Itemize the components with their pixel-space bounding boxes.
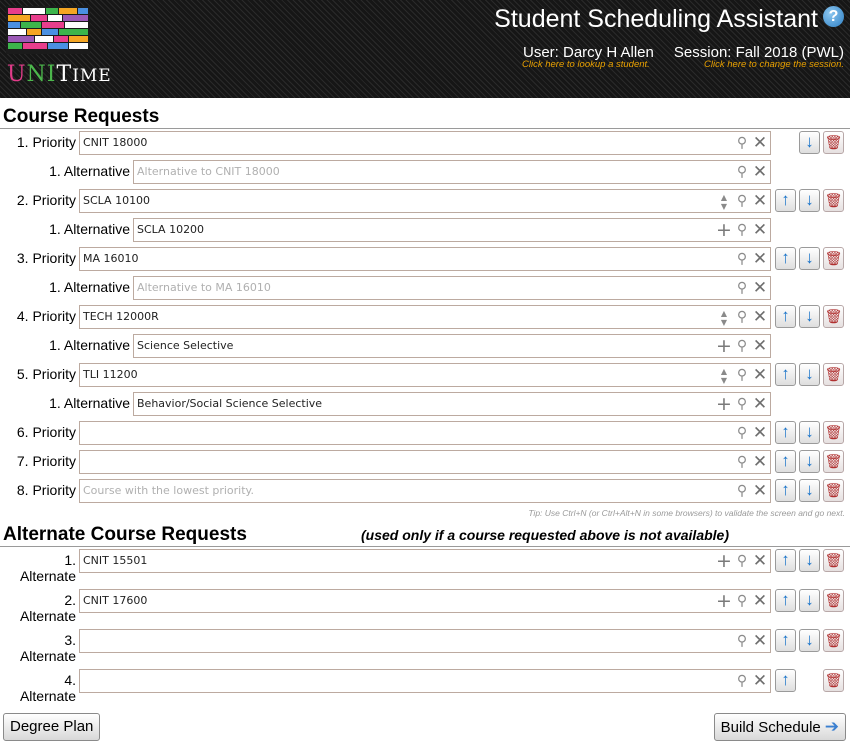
up-down-icon[interactable]: ▲ ▼	[720, 367, 728, 385]
alternative-course-input[interactable]	[133, 218, 771, 242]
alternative-label: 1. Alternative	[49, 221, 130, 237]
alternative-label: 1. Alternative	[49, 337, 130, 353]
search-icon[interactable]: ⚲	[736, 553, 748, 569]
trash-icon: 🗑	[824, 672, 843, 688]
move-up-button[interactable]: ↑	[775, 629, 796, 652]
move-up-button[interactable]: ↑	[775, 669, 796, 692]
arrow-right-icon: ➔	[824, 717, 839, 736]
search-icon[interactable]: ⚲	[736, 483, 748, 499]
priority-label: 7. Priority	[16, 453, 76, 469]
move-down-button[interactable]: ↓	[799, 629, 820, 652]
course-value: CNIT 17600	[83, 594, 148, 607]
move-down-button[interactable]: ↓	[799, 421, 820, 444]
priority-course-input[interactable]	[79, 247, 771, 271]
trash-icon: 🗑	[824, 632, 843, 648]
section-divider	[0, 546, 850, 547]
alternative-course-input[interactable]	[133, 334, 771, 358]
add-icon[interactable]: +	[716, 393, 732, 415]
course-value: SCLA 10200	[137, 223, 205, 236]
add-icon[interactable]: +	[716, 590, 732, 612]
delete-button[interactable]	[823, 131, 844, 154]
priority-label: 2. Priority	[16, 192, 76, 208]
app-title: Student Scheduling Assistant	[494, 5, 818, 33]
move-down-button[interactable]: ↓	[799, 549, 820, 572]
alternate-label: 2. Alternate	[19, 592, 76, 624]
clear-icon[interactable]: ✕	[752, 365, 768, 385]
move-down-button[interactable]: ↓	[799, 131, 820, 154]
delete-button[interactable]	[823, 247, 844, 270]
degree-plan-button[interactable]: Degree Plan	[3, 713, 100, 741]
trash-icon: 🗑	[824, 250, 843, 266]
priority-label: 1. Priority	[16, 134, 76, 150]
clear-icon[interactable]: ✕	[752, 481, 768, 501]
move-down-button[interactable]: ↓	[799, 363, 820, 386]
priority-label: 6. Priority	[16, 424, 76, 440]
search-icon[interactable]: ⚲	[736, 367, 748, 383]
build-schedule-button[interactable]: Build Schedule ➔	[714, 713, 846, 741]
clear-icon[interactable]: ✕	[752, 631, 768, 651]
alternate-label: 1. Alternate	[19, 552, 76, 584]
search-icon[interactable]: ⚲	[736, 338, 748, 354]
app-header	[0, 0, 850, 98]
clear-icon[interactable]: ✕	[752, 191, 768, 211]
delete-button[interactable]	[823, 450, 844, 473]
course-placeholder: Course with the lowest priority.	[83, 484, 254, 497]
alternate-label: 4. Alternate	[19, 672, 76, 704]
delete-button[interactable]	[823, 305, 844, 328]
unitime-logo-icon	[6, 6, 90, 54]
add-icon[interactable]: +	[716, 550, 732, 572]
trash-icon: 🗑	[824, 552, 843, 568]
help-icon[interactable]: ?	[823, 6, 844, 27]
search-icon[interactable]: ⚲	[736, 309, 748, 325]
move-down-button[interactable]: ↓	[799, 589, 820, 612]
move-down-button[interactable]: ↓	[799, 305, 820, 328]
search-icon[interactable]: ⚲	[736, 135, 748, 151]
clear-icon[interactable]: ✕	[752, 591, 768, 611]
priority-course-input[interactable]	[79, 189, 771, 213]
alternative-label: 1. Alternative	[49, 163, 130, 179]
course-value: CNIT 18000	[83, 136, 148, 149]
priority-label: 3. Priority	[16, 250, 76, 266]
move-up-button[interactable]: ↑	[775, 247, 796, 270]
clear-icon[interactable]: ✕	[752, 394, 768, 414]
move-down-button[interactable]: ↓	[799, 189, 820, 212]
alternate-course-input[interactable]	[79, 589, 771, 613]
priority-course-input[interactable]	[79, 131, 771, 155]
alternative-course-input[interactable]	[133, 160, 771, 184]
priority-course-input[interactable]	[79, 305, 771, 329]
priority-course-input[interactable]	[79, 479, 771, 503]
search-icon[interactable]: ⚲	[736, 164, 748, 180]
priority-course-input[interactable]	[79, 450, 771, 474]
search-icon[interactable]: ⚲	[736, 396, 748, 412]
search-icon[interactable]: ⚲	[736, 222, 748, 238]
alternative-course-input[interactable]	[133, 392, 771, 416]
clear-icon[interactable]: ✕	[752, 671, 768, 691]
move-up-button[interactable]: ↑	[775, 363, 796, 386]
trash-icon: 🗑	[824, 592, 843, 608]
delete-button[interactable]	[823, 589, 844, 612]
search-icon[interactable]: ⚲	[736, 633, 748, 649]
user-label[interactable]: User: Darcy H Allen	[523, 44, 654, 61]
trash-icon: 🗑	[824, 308, 843, 324]
course-value: SCLA 10100	[83, 194, 151, 207]
delete-button[interactable]	[823, 629, 844, 652]
alternate-requests-title: Alternate Course Requests	[3, 524, 247, 545]
up-down-icon[interactable]: ▲ ▼	[720, 193, 728, 211]
clear-icon[interactable]: ✕	[752, 162, 768, 182]
trash-icon: 🗑	[824, 482, 843, 498]
clear-icon[interactable]: ✕	[752, 452, 768, 472]
course-placeholder: Alternative to MA 16010	[137, 281, 271, 294]
priority-label: 8. Priority	[16, 482, 76, 498]
delete-button[interactable]	[823, 421, 844, 444]
priority-label: 5. Priority	[16, 366, 76, 382]
course-value: Science Selective	[137, 339, 234, 352]
priority-label: 4. Priority	[16, 308, 76, 324]
delete-button[interactable]	[823, 669, 844, 692]
move-down-button[interactable]: ↓	[799, 479, 820, 502]
course-value: TLI 11200	[83, 368, 138, 381]
course-value: Behavior/Social Science Selective	[137, 397, 323, 410]
move-down-button[interactable]: ↓	[799, 247, 820, 270]
session-label[interactable]: Session: Fall 2018 (PWL)	[673, 44, 844, 61]
search-icon[interactable]: ⚲	[736, 593, 748, 609]
clear-icon[interactable]: ✕	[752, 551, 768, 571]
delete-button[interactable]	[823, 479, 844, 502]
move-up-button[interactable]: ↑	[775, 450, 796, 473]
delete-button[interactable]	[823, 363, 844, 386]
add-icon[interactable]: +	[716, 335, 732, 357]
search-icon[interactable]: ⚲	[736, 251, 748, 267]
unitime-logo-text: UNITIME	[7, 62, 112, 87]
move-up-button[interactable]: ↑	[775, 189, 796, 212]
alternate-course-input[interactable]	[79, 549, 771, 573]
clear-icon[interactable]: ✕	[752, 278, 768, 298]
course-requests-title: Course Requests	[3, 106, 160, 127]
course-value: CNIT 15501	[83, 554, 148, 567]
up-down-icon[interactable]: ▲ ▼	[720, 309, 728, 327]
user-lookup-hint[interactable]: Click here to lookup a student.	[522, 59, 650, 70]
priority-course-input[interactable]	[79, 421, 771, 445]
clear-icon[interactable]: ✕	[752, 133, 768, 153]
delete-button[interactable]	[823, 549, 844, 572]
trash-icon: 🗑	[824, 134, 843, 150]
clear-icon[interactable]: ✕	[752, 307, 768, 327]
alternative-course-input[interactable]	[133, 276, 771, 300]
clear-icon[interactable]: ✕	[752, 249, 768, 269]
session-change-hint[interactable]: Click here to change the session.	[704, 59, 844, 70]
priority-course-input[interactable]	[79, 363, 771, 387]
move-down-button[interactable]: ↓	[799, 450, 820, 473]
course-value: MA 16010	[83, 252, 139, 265]
alternative-label: 1. Alternative	[49, 279, 130, 295]
trash-icon: 🗑	[824, 192, 843, 208]
search-icon[interactable]: ⚲	[736, 280, 748, 296]
course-value: TECH 12000R	[83, 310, 159, 323]
search-icon[interactable]: ⚲	[736, 193, 748, 209]
search-icon[interactable]: ⚲	[736, 454, 748, 470]
trash-icon: 🗑	[824, 424, 843, 440]
move-up-button[interactable]: ↑	[775, 589, 796, 612]
alternate-course-input[interactable]	[79, 669, 771, 693]
alternate-label: 3. Alternate	[19, 632, 76, 664]
add-icon[interactable]: +	[716, 219, 732, 241]
trash-icon: 🗑	[824, 366, 843, 382]
clear-icon[interactable]: ✕	[752, 423, 768, 443]
course-placeholder: Alternative to CNIT 18000	[137, 165, 280, 178]
move-up-button[interactable]: ↑	[775, 479, 796, 502]
alternate-requests-note: (used only if a course requested above is not available)	[361, 527, 729, 543]
trash-icon: 🗑	[824, 453, 843, 469]
search-icon[interactable]: ⚲	[736, 425, 748, 441]
delete-button[interactable]	[823, 189, 844, 212]
move-up-button[interactable]: ↑	[775, 549, 796, 572]
alternative-label: 1. Alternative	[49, 395, 130, 411]
alternate-course-input[interactable]	[79, 629, 771, 653]
clear-icon[interactable]: ✕	[752, 220, 768, 240]
keyboard-tip: Tip: Use Ctrl+N (or Ctrl+Alt+N in some browsers) to validate the screen and go next.	[528, 508, 845, 518]
section-divider	[0, 128, 850, 129]
clear-icon[interactable]: ✕	[752, 336, 768, 356]
search-icon[interactable]: ⚲	[736, 673, 748, 689]
move-up-button[interactable]: ↑	[775, 421, 796, 444]
move-up-button[interactable]: ↑	[775, 305, 796, 328]
